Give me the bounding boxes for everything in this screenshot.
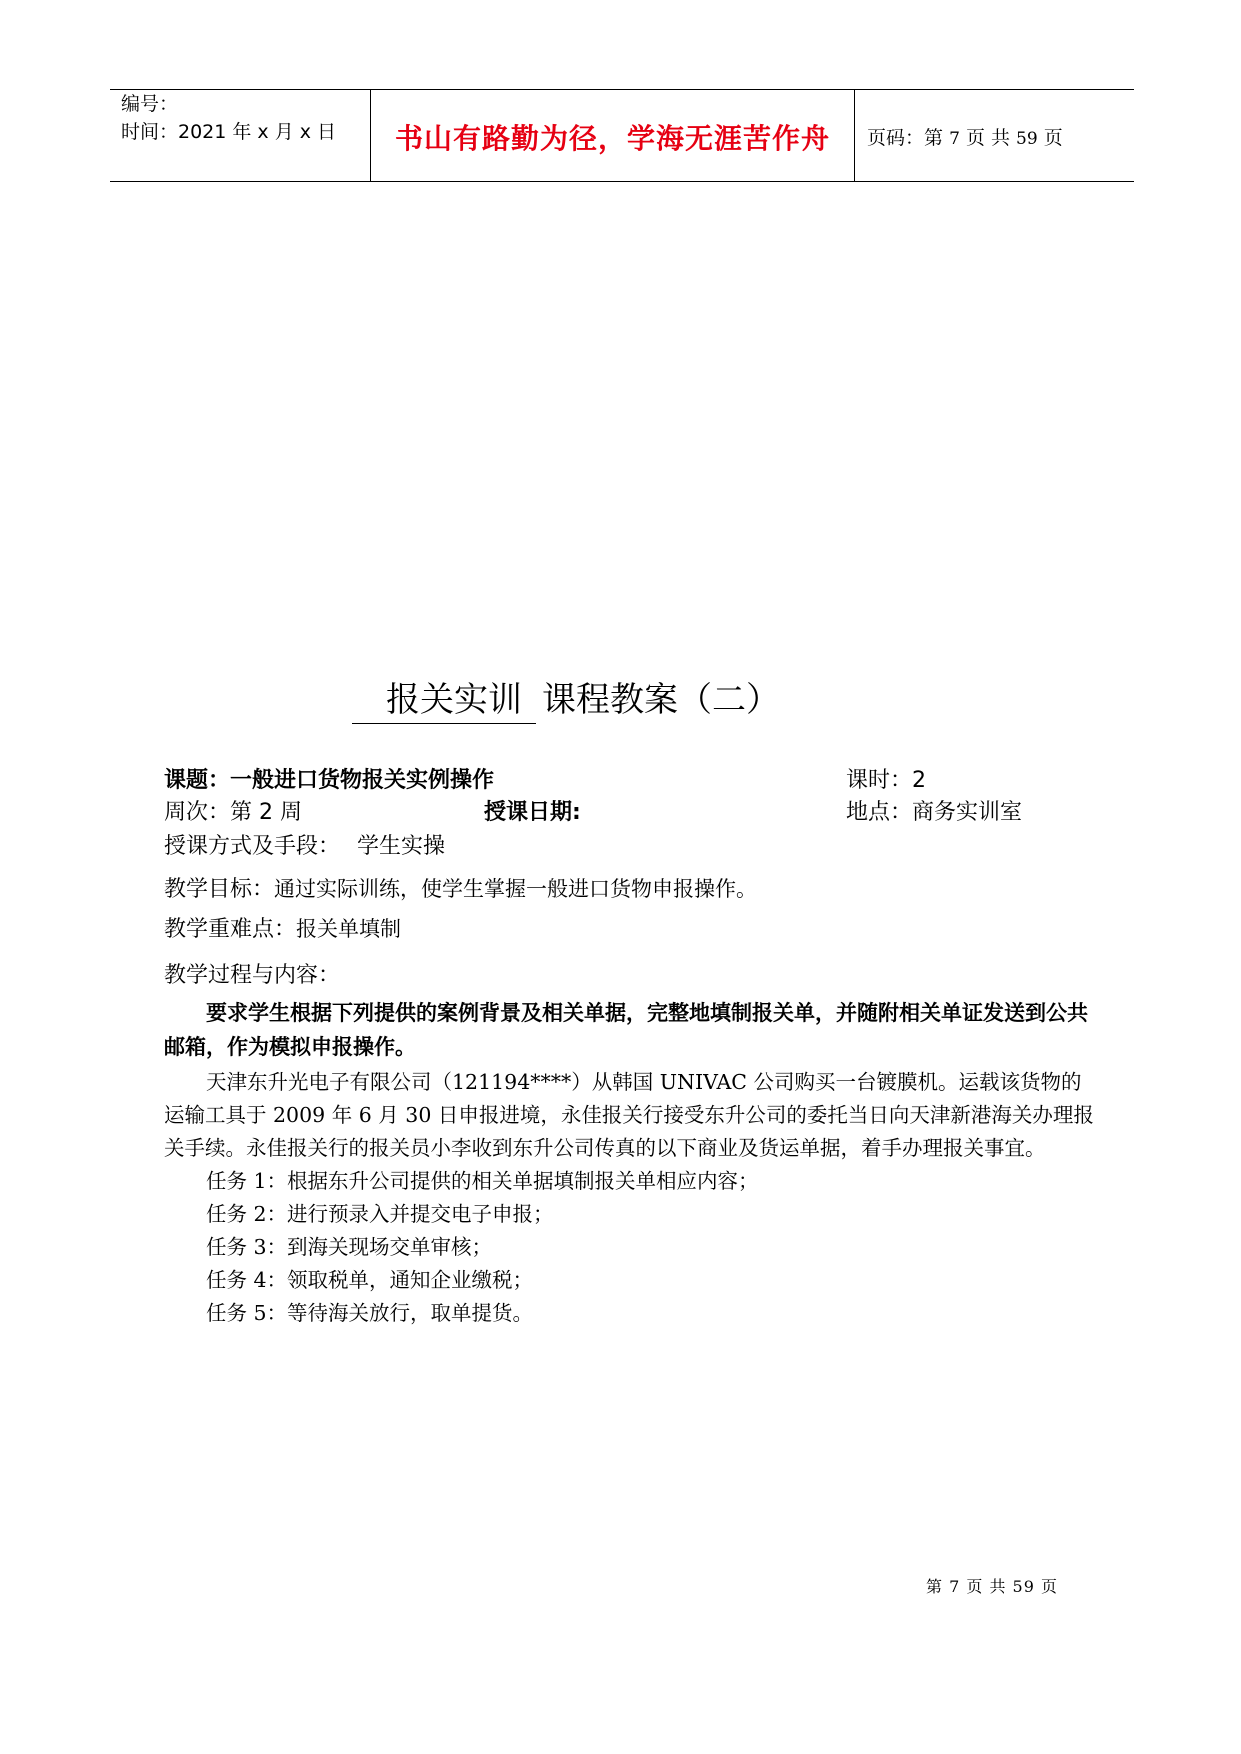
footer-page-number: 第 7 页 共 59 页	[926, 1577, 1058, 1596]
lesson-content	[164, 996, 1094, 1330]
teaching-method-label: 授课方式及手段：	[164, 834, 341, 859]
page-suffix: 页	[1043, 127, 1063, 149]
lesson-date-label: 授课日期:	[484, 800, 581, 825]
lesson-week: 周次：第 2 周	[164, 800, 302, 825]
teaching-goal-label: 教学目标：	[164, 877, 275, 902]
teaching-key-points	[164, 912, 401, 943]
document-time-label: 时间：2021 年 x 月 x 日	[121, 121, 337, 143]
document-number-label: 编号：	[121, 93, 179, 115]
case-background: 天津东升光电子有限公司（121194****）从韩国 UNIVAC 公司购买一台镀膜机。运载该货物的运输工具于 2009 年 6 月 30 日申报进境，永佳报关行接受东升公司的委托当日向天津新港海关办理报关手续。永佳报关行的报关员小李收到东升公司传真的以下商业及货运单据，着手办理报关事宜。	[164, 1070, 1094, 1160]
task-item: 任务 2：进行预录入并提交电子申报；	[206, 1202, 554, 1226]
lesson-hours: 课时：2	[846, 768, 926, 793]
teaching-process-label: 教学过程与内容：	[164, 963, 341, 988]
task-item: 任务 4：领取税单，通知企业缴税；	[206, 1268, 534, 1292]
lesson-topic: 课题：一般进口货物报关实例操作	[164, 768, 495, 793]
course-subject: 报关实训	[352, 672, 536, 724]
title-rest: 课程教案（二）	[542, 680, 780, 720]
page-total: 59	[1016, 129, 1038, 149]
task-item: 任务 5：等待海关放行，取单提货。	[206, 1301, 534, 1325]
lesson-plan-title	[352, 672, 780, 724]
task-item: 任务 1：根据东升公司提供的相关单据填制报关单相应内容；	[206, 1169, 759, 1193]
teaching-key-label: 教学重难点：	[164, 917, 297, 942]
page-middle: 页 共	[965, 127, 1010, 149]
header-divider-left	[370, 89, 371, 181]
header-bottom-rule	[110, 181, 1134, 182]
assignment-requirement: 要求学生根据下列提供的案例背景及相关单据，完整地填制报关单，并随附相关单证发送到公共邮箱，作为模拟申报操作。	[164, 1001, 1088, 1059]
teaching-key-value: 报关单填制	[296, 917, 402, 941]
teaching-method	[164, 829, 445, 860]
header-divider-right	[854, 89, 855, 181]
lesson-location: 地点：商务实训室	[846, 800, 1023, 825]
teaching-method-value: 学生实操	[357, 834, 446, 859]
page-prefix: 页码：第	[867, 127, 944, 149]
page-number: 7	[949, 129, 960, 149]
header-top-rule	[110, 89, 1134, 90]
task-item: 任务 3：到海关现场交单审核；	[206, 1235, 493, 1259]
teaching-goal-value: 通过实际训练，使学生掌握一般进口货物申报操作。	[274, 877, 758, 901]
teaching-goal	[164, 872, 757, 903]
header-motto: 书山有路勤为径，学海无涯苦作舟	[395, 122, 831, 155]
header-page-info	[867, 123, 1063, 150]
